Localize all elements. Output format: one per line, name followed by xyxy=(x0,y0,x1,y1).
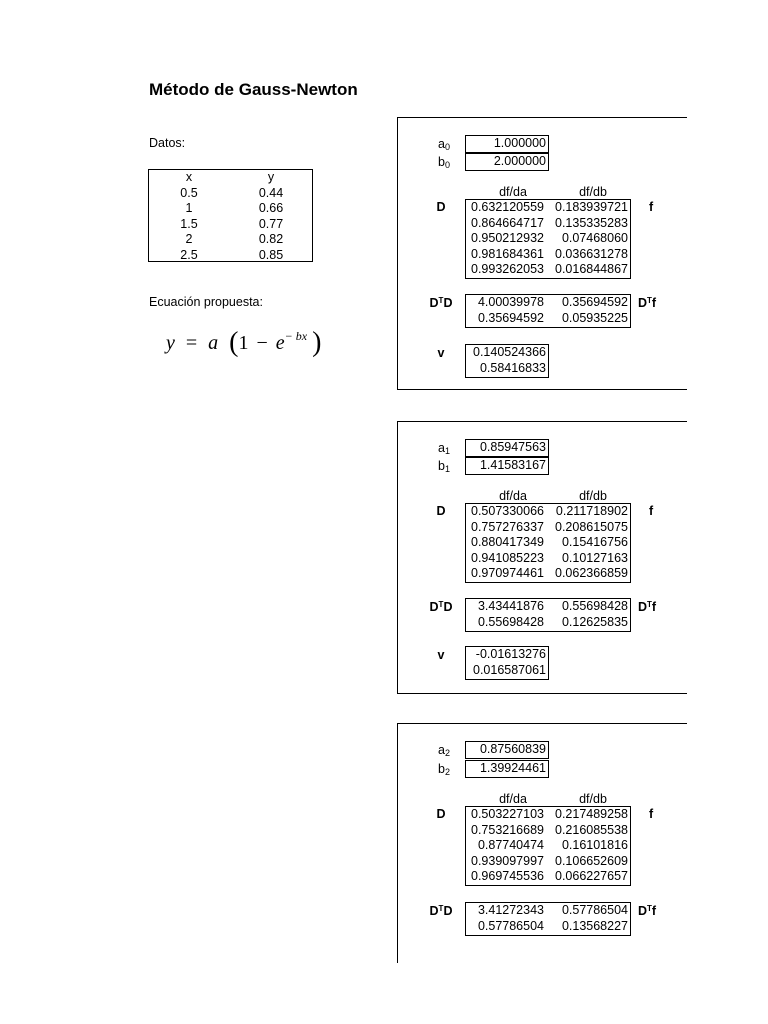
a-value: 0.87560839 xyxy=(479,742,546,756)
d-cell: 0.87740474 xyxy=(477,838,544,852)
d-cell: 0.036631278 xyxy=(555,246,628,261)
d-cell: 0.753216689 xyxy=(471,822,544,837)
dtf-label: $D^Tf$ xyxy=(638,600,657,614)
d-cell: 0.10127163 xyxy=(561,550,628,565)
d-cell: 0.062366859 xyxy=(555,566,628,580)
table-row xyxy=(149,217,312,233)
cell-x: 1 xyxy=(185,201,193,215)
equation-minus: − xyxy=(256,332,268,354)
dtf-label: $D^Tf$ xyxy=(638,296,657,310)
b-label: $b_0$ xyxy=(438,155,450,170)
d-matrix xyxy=(465,503,631,583)
v-vector xyxy=(465,344,549,378)
v-vector xyxy=(465,646,549,680)
d-cell: 0.135335283 xyxy=(555,215,628,230)
d-cell: 0.066227657 xyxy=(555,869,628,883)
b-label: $b_1$ xyxy=(438,459,450,474)
v-cell: 0.140524366 xyxy=(473,345,546,359)
b-value-box xyxy=(465,153,549,171)
dtd-cell: 3.41272343 xyxy=(477,903,544,917)
dtd-cell: 0.57786504 xyxy=(561,903,628,917)
dtd-cell: 0.05935225 xyxy=(561,310,628,325)
d-cell: 0.632120559 xyxy=(471,200,544,214)
data-table xyxy=(148,169,313,262)
model-equation xyxy=(166,327,321,359)
dtd-cell: 0.35694592 xyxy=(477,310,544,325)
datos-label: Datos: xyxy=(149,136,186,150)
v-cell: -0.01613276 xyxy=(475,647,546,661)
v-label: v xyxy=(437,346,445,360)
d-matrix xyxy=(465,199,631,279)
dtd-matrix xyxy=(465,902,631,936)
b-value: 2.000000 xyxy=(493,154,546,168)
dtd-cell: 0.55698428 xyxy=(561,599,628,613)
dtd-cell: 0.12625835 xyxy=(561,614,628,629)
d-cell: 0.993262053 xyxy=(471,262,544,276)
f-label: f xyxy=(649,807,654,821)
d-cell: 0.981684361 xyxy=(471,246,544,261)
d-cell: 0.183939721 xyxy=(555,200,628,214)
cell-y: 0.66 xyxy=(258,201,284,215)
v-label: v xyxy=(437,648,445,662)
cell-x: 2.5 xyxy=(180,247,198,262)
d-cell: 0.07468060 xyxy=(561,231,628,245)
dtd-label: $D^TD$ xyxy=(429,600,453,614)
d-cell: 0.217489258 xyxy=(555,807,628,821)
a-value-box xyxy=(465,741,549,759)
d-cell: 0.970974461 xyxy=(471,566,544,580)
a-value: 0.85947563 xyxy=(479,440,546,454)
d-cell: 0.211718902 xyxy=(555,504,628,518)
d-cell: 0.016844867 xyxy=(555,262,628,276)
d-matrix-label: D xyxy=(436,807,446,821)
d-cell: 0.16101816 xyxy=(561,838,628,852)
equation-lhs: y xyxy=(166,332,175,354)
equation-a: a xyxy=(208,332,219,354)
cell-x: 1.5 xyxy=(180,216,198,231)
equation-exponent: − bx xyxy=(284,329,308,343)
d-cell: 0.15416756 xyxy=(561,535,628,549)
d-matrix-label: D xyxy=(436,504,446,518)
cell-y: 0.85 xyxy=(258,247,284,262)
table-row xyxy=(149,248,312,264)
b-value-box xyxy=(465,760,549,778)
iteration-panel-2 xyxy=(397,723,687,963)
b-value: 1.39924461 xyxy=(479,761,546,775)
cell-y: 0.77 xyxy=(258,216,284,231)
b-label: $b_2$ xyxy=(438,762,450,777)
cell-y: 0.82 xyxy=(258,232,284,246)
f-label: f xyxy=(649,200,654,214)
table-row xyxy=(149,232,312,248)
b-value-box xyxy=(465,457,549,475)
header-dfdb: df/db xyxy=(579,792,607,806)
d-matrix xyxy=(465,806,631,886)
open-paren: ( xyxy=(229,327,239,358)
dtd-cell: 0.35694592 xyxy=(561,295,628,309)
dtd-cell: 0.55698428 xyxy=(477,614,544,629)
d-cell: 0.507330066 xyxy=(471,504,544,518)
table-header xyxy=(149,170,312,186)
dtd-matrix xyxy=(465,294,631,328)
v-cell: 0.58416833 xyxy=(479,360,546,375)
d-cell: 0.757276337 xyxy=(471,519,544,534)
d-cell: 0.864664717 xyxy=(471,215,544,230)
d-cell: 0.950212932 xyxy=(471,231,544,245)
header-dfdb: df/db xyxy=(579,185,607,199)
header-dfdb: df/db xyxy=(579,489,607,503)
dtd-cell: 0.13568227 xyxy=(561,918,628,933)
dtd-label: $D^TD$ xyxy=(429,296,453,310)
a-label: $a_0$ xyxy=(438,137,450,152)
dtf-label: $D^Tf$ xyxy=(638,904,657,918)
d-cell: 0.939097997 xyxy=(471,853,544,868)
d-cell: 0.503227103 xyxy=(471,807,544,821)
dtd-cell: 4.00039978 xyxy=(477,295,544,309)
a-value-box xyxy=(465,439,549,457)
column-header-x: x xyxy=(185,170,193,184)
a-value: 1.000000 xyxy=(493,136,546,150)
a-value-box xyxy=(465,135,549,153)
d-matrix-label: D xyxy=(436,200,446,214)
a-label: $a_2$ xyxy=(438,743,450,758)
header-dfda: df/da xyxy=(499,792,527,806)
dtd-label: $D^TD$ xyxy=(429,904,453,918)
cell-x: 2 xyxy=(185,232,193,246)
header-dfda: df/da xyxy=(499,185,527,199)
d-cell: 0.941085223 xyxy=(471,550,544,565)
cell-x: 0.5 xyxy=(180,185,198,200)
equation-e: e xyxy=(275,332,285,354)
iteration-panel-1 xyxy=(397,421,687,694)
column-header-y: y xyxy=(267,170,275,184)
table-row xyxy=(149,201,312,217)
d-cell: 0.208615075 xyxy=(555,519,628,534)
d-cell: 0.880417349 xyxy=(471,535,544,549)
iteration-panel-0 xyxy=(397,117,687,390)
d-cell: 0.969745536 xyxy=(471,869,544,883)
cell-y: 0.44 xyxy=(258,185,284,200)
equation-label: Ecuación propuesta: xyxy=(149,295,263,309)
a-label: $a_1$ xyxy=(438,441,450,456)
header-dfda: df/da xyxy=(499,489,527,503)
page-title: Método de Gauss-Newton xyxy=(149,80,358,99)
d-cell: 0.216085538 xyxy=(555,822,628,837)
equation-equals: = xyxy=(185,332,198,354)
d-cell: 0.106652609 xyxy=(555,853,628,868)
b-value: 1.41583167 xyxy=(479,458,546,472)
table-row xyxy=(149,186,312,202)
dtd-cell: 0.57786504 xyxy=(477,918,544,933)
close-paren: ) xyxy=(312,327,322,358)
f-label: f xyxy=(649,504,654,518)
dtd-matrix xyxy=(465,598,631,632)
equation-one: 1 xyxy=(238,332,249,354)
dtd-cell: 3.43441876 xyxy=(477,599,544,613)
v-cell: 0.016587061 xyxy=(473,662,546,677)
